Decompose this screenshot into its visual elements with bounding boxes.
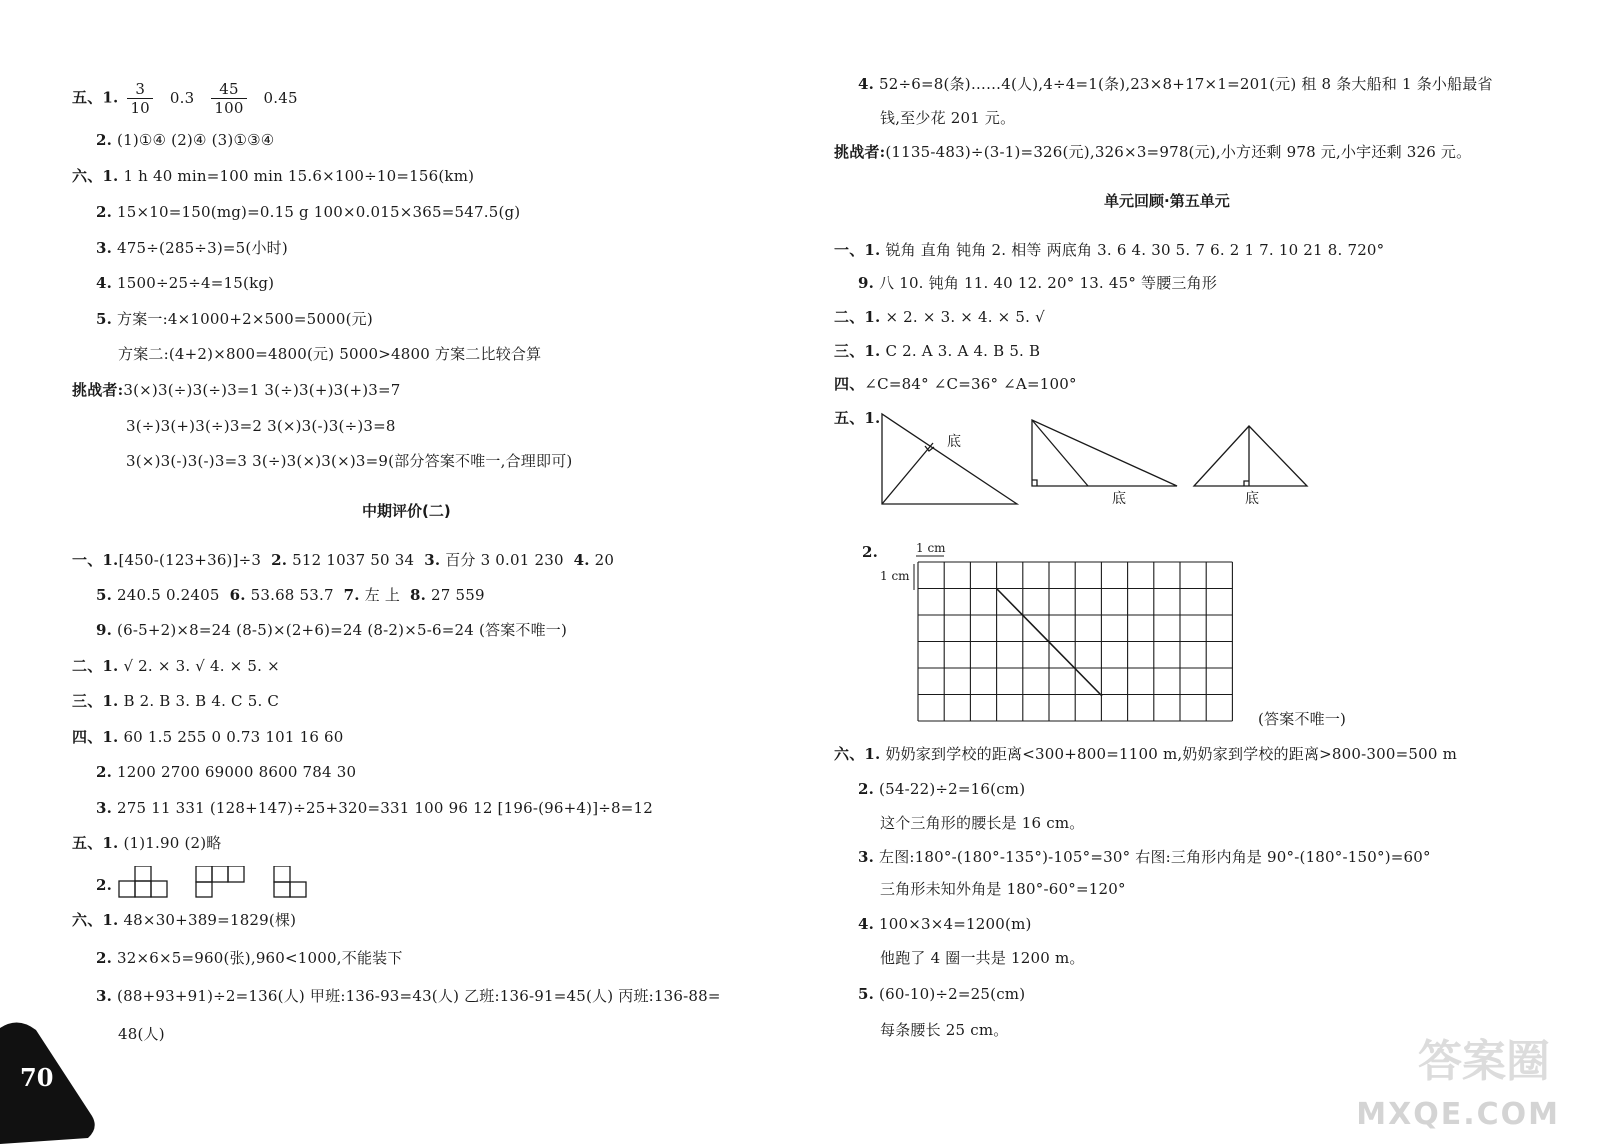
q-number: 5. [96, 310, 113, 328]
q-number: 4. [858, 915, 875, 933]
answer-text: 15×10=150(mg)=0.15 g 100×0.015×365=547.5(g) [117, 203, 521, 221]
q-number: 7. [343, 586, 360, 604]
answer-text: B 2. B 3. B 4. C 5. C [123, 692, 280, 710]
answer-line [126, 451, 572, 471]
answer-text: 512 1037 50 34 [292, 551, 415, 569]
answer-line [96, 762, 356, 782]
answer-text: 1 h 40 min=100 min 15.6×100÷10=156(km) [123, 167, 475, 185]
answer-text: 1200 2700 69000 8600 784 30 [117, 763, 357, 781]
watermark-text: MXQE.COM [1356, 1097, 1560, 1132]
answer-line [858, 779, 1025, 799]
answer-text: 3(×)3(÷)3(÷)3=1 3(÷)3(+)3(+)3=7 [123, 381, 401, 399]
answer-line [96, 130, 274, 150]
answer-text: (88+93+91)÷2=136(人) 甲班:136-93=43(人) 乙班:136-91=45(人) 丙班:136-88= [117, 987, 721, 1005]
answer-text: 52÷6=8(条)……4(人),4÷4=1(条),23×8+17×1=201(元) 租 8 条大船和 1 条小船最省 [879, 75, 1493, 93]
q-prefix: 二、1. [834, 308, 881, 326]
answer-line [96, 309, 373, 329]
q-number: 3. [96, 239, 113, 257]
answer-line [834, 341, 1040, 361]
answer-text: √ 2. × 3. √ 4. × 5. × [123, 657, 280, 675]
net-figure-1 [119, 866, 167, 897]
answer-line [880, 879, 1126, 899]
answer-line [96, 620, 567, 640]
answer-line [96, 585, 485, 605]
answer-text: 3(×)3(-)3(-)3=3 3(÷)3(×)3(×)3=9(部分答案不唯一,合理即可) [126, 452, 573, 470]
grid-scale-left-label: 1 cm [880, 569, 910, 583]
answer-text: 每条腰长 25 cm。 [880, 1021, 1009, 1039]
q-prefix: 四、 [834, 375, 865, 393]
answer-line [118, 1024, 165, 1044]
q-number: 5. [858, 985, 875, 1003]
q-prefix: 二、1. [72, 657, 119, 675]
answer-line [72, 550, 614, 570]
q-prefix: 六、1. [72, 911, 119, 929]
q-prefix: 四、1. [72, 728, 119, 746]
cube-net-drawings [118, 866, 318, 900]
answer-line [858, 74, 1493, 94]
q-number: 2. [96, 131, 113, 149]
answer-line [858, 273, 1217, 293]
q-number: 2. [96, 876, 113, 894]
answer-line [880, 1020, 1008, 1040]
value: 0.3 [169, 88, 195, 107]
triangle-1-right-angle [882, 414, 1017, 504]
value: 0.45 [263, 88, 298, 107]
answer-line [72, 691, 279, 711]
answer-line [72, 656, 280, 676]
q-prefix: 五、1. [834, 409, 881, 427]
net-figure-2 [196, 866, 244, 897]
q-prefix: 一、1. [834, 241, 881, 259]
q-number: 2. [96, 763, 113, 781]
answer-text: 钱,至少花 201 元。 [880, 109, 1016, 127]
answer-text: (54-22)÷2=16(cm) [879, 780, 1026, 798]
q-prefix: 五、1. [72, 834, 119, 852]
answer-line [96, 238, 288, 258]
answer-text: 方案一:4×1000+2×500=5000(元) [117, 310, 373, 328]
answer-line [126, 416, 396, 436]
triangle-2-obtuse [1032, 420, 1177, 486]
answer-line [72, 727, 344, 747]
answer-text: (6-5+2)×8=24 (8-5)×(2+6)=24 (8-2)×5-6=24 (答案不唯一) [117, 621, 568, 639]
fraction-45-100 [211, 80, 246, 117]
grid-note: (答案不唯一) [1258, 710, 1347, 728]
answer-line [880, 813, 1084, 833]
answer-line [72, 833, 222, 853]
q-number: 4. [96, 274, 113, 292]
q-prefix: 五、1. [72, 88, 119, 107]
answer-text: 100×3×4=1200(m) [879, 915, 1032, 933]
answer-text: 百分 3 0.01 230 [445, 551, 564, 569]
answer-text: 475÷(285÷3)=5(小时) [117, 239, 288, 257]
q-number: 3. [858, 848, 875, 866]
q-prefix: 六、1. [834, 745, 881, 763]
answer-line [834, 142, 1471, 162]
answer-text: (1)①④ (2)④ (3)①③④ [117, 131, 275, 149]
q-number: 3. [424, 551, 441, 569]
q-number: 5. [96, 586, 113, 604]
answer-line [880, 948, 1085, 968]
denominator: 10 [130, 99, 150, 117]
answer-line [96, 986, 721, 1006]
answer-line [858, 914, 1032, 934]
answer-line [96, 948, 403, 968]
q-prefix: 三、1. [834, 342, 881, 360]
answer-line [96, 202, 520, 222]
answer-line [834, 374, 1077, 394]
answer-text: 48×30+389=1829(棵) [123, 911, 297, 929]
answer-text: 60 1.5 255 0 0.73 101 16 60 [123, 728, 344, 746]
answer-text: 240.5 0.2405 [117, 586, 220, 604]
base-label-3: 底 [1245, 491, 1259, 507]
q-prefix: 三、1. [72, 692, 119, 710]
q-number: 4. [858, 75, 875, 93]
q5-line1 [72, 80, 298, 117]
answer-line [96, 273, 274, 293]
answer-line [834, 744, 1457, 764]
q-number: 8. [410, 586, 427, 604]
answer-text: 275 11 331 (128+147)÷25+320=331 100 96 12 [196-(96+4)]÷8=12 [117, 799, 654, 817]
answer-text: [450-(123+36)]÷3 [118, 551, 262, 569]
q-number: 9. [96, 621, 113, 639]
numerator: 3 [127, 80, 153, 99]
answer-line [834, 307, 1045, 327]
answer-text: 三角形未知外角是 180°-60°=120° [880, 880, 1126, 898]
answer-line [834, 240, 1384, 260]
answer-text: 锐角 直角 钝角 2. 相等 两底角 3. 6 4. 30 5. 7 6. 2 1 7. 10 21 8. 720° [885, 241, 1385, 259]
answer-text: 32×6×5=960(张),960<1000,不能装下 [117, 949, 403, 967]
answer-line [96, 798, 653, 818]
answer-text: 20 [594, 551, 615, 569]
q-prefix: 挑战者: [72, 381, 124, 399]
answer-text: 48(人) [118, 1025, 165, 1043]
net-figure-3 [274, 866, 306, 897]
base-label-2: 底 [1112, 491, 1126, 507]
answer-text: (60-10)÷2=25(cm) [879, 985, 1026, 1003]
answer-text: 左 上 [364, 586, 401, 604]
q-prefix: 一、1. [72, 551, 119, 569]
page-number: 70 [20, 1063, 54, 1092]
watermark-logo: 答案圈 [1418, 1036, 1550, 1087]
base-label-1: 底 [947, 434, 961, 450]
answer-text: × 2. × 3. × 4. × 5. √ [885, 308, 1045, 326]
answer-text: 左图:180°-(180°-135°)-105°=30° 右图:三角形内角是 90°-(180°-150°)=60° [879, 848, 1431, 866]
triangle-3-acute [1194, 426, 1307, 486]
answer-line [118, 344, 541, 364]
q-number: 3. [96, 799, 113, 817]
q-number: 4. [573, 551, 590, 569]
answer-text: 53.68 53.7 [250, 586, 334, 604]
answer-text: C 2. A 3. A 4. B 5. B [885, 342, 1041, 360]
denominator: 100 [214, 99, 244, 117]
answer-text: 奶奶家到学校的距离<300+800=1100 m,奶奶家到学校的距离>800-300=500 m [885, 745, 1458, 763]
answer-text: 27 559 [431, 586, 485, 604]
q-number: 2. [858, 780, 875, 798]
answer-text: ∠C=84° ∠C=36° ∠A=100° [864, 375, 1077, 393]
q-number: 3. [96, 987, 113, 1005]
q-prefix: 六、1. [72, 167, 119, 185]
q-number: 6. [229, 586, 246, 604]
numerator: 45 [211, 80, 246, 99]
answer-line [72, 166, 474, 186]
answer-line [72, 380, 401, 400]
grid-scale-top-label: 1 cm [916, 541, 946, 555]
answer-text: 这个三角形的腰长是 16 cm。 [880, 814, 1085, 832]
section-title: 单元回顾·第五单元 [1104, 192, 1230, 210]
answer-text: 他跑了 4 圈一共是 1200 m。 [880, 949, 1085, 967]
q-number: 9. [858, 274, 875, 292]
answer-text: (1135-483)÷(3-1)=326(元),326×3=978(元),小方还剩 978 元,小宇还剩 326 元。 [885, 143, 1472, 161]
answer-line [858, 847, 1431, 867]
answer-line [858, 984, 1025, 1004]
triangle-diagrams [875, 410, 1345, 510]
answer-text: 1500÷25÷4=15(kg) [117, 274, 275, 292]
answer-text: 3(÷)3(+)3(÷)3=2 3(×)3(-)3(÷)3=8 [126, 417, 396, 435]
answer-line [880, 108, 1015, 128]
square-grid-drawing [878, 538, 1238, 728]
grid-lines [918, 562, 1232, 721]
section-title: 中期评价(二) [362, 502, 451, 520]
answer-text: 方案二:(4+2)×800=4800(元) 5000>4800 方案二比较合算 [118, 345, 542, 363]
q-number: 2. [271, 551, 288, 569]
fraction-3-10 [127, 80, 153, 117]
q-prefix: 挑战者: [834, 143, 886, 161]
q-number: 2. [96, 203, 113, 221]
q-number: 2. [862, 543, 879, 561]
answer-text: 八 10. 钝角 11. 40 12. 20° 13. 45° 等腰三角形 [879, 274, 1218, 292]
q-number: 2. [96, 949, 113, 967]
answer-text: (1)1.90 (2)略 [123, 834, 222, 852]
answer-line [72, 910, 296, 930]
